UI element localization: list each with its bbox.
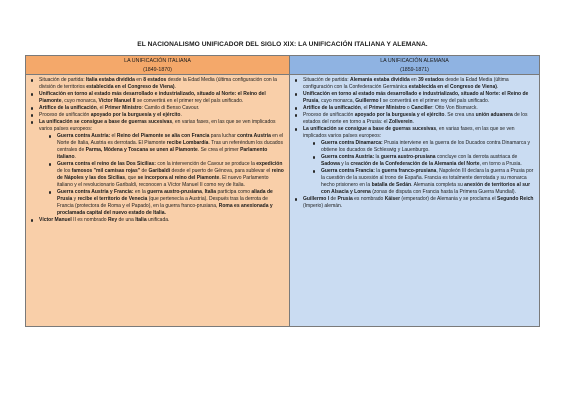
list-item: [290, 126, 535, 140]
list-item-text: , el: [96, 105, 105, 111]
list-item: [26, 91, 285, 105]
list-item-text: Guerra contra Dinamarca:: [321, 140, 383, 146]
list-item-text: Prusia: [337, 196, 353, 202]
list-item-text: apoyado por la burguesía y el ejército: [354, 112, 445, 118]
list-item-text: recibe Lombardía: [166, 140, 209, 146]
bullet-icon: [31, 114, 33, 116]
list-item-text: . Se crea el primer: [197, 147, 241, 153]
list-item-text: para luchar: [209, 133, 238, 139]
list-item: [290, 196, 535, 210]
list-item-text: en: [409, 77, 419, 83]
list-item-text: Artífice de la unificación: [303, 105, 361, 111]
list-item-text: contra Austria: [237, 133, 271, 139]
list-item-text: Guerra contra Austria:: [321, 154, 375, 160]
list-item-text: de una: [117, 217, 136, 223]
list-item-text: Garibaldi: [148, 168, 171, 174]
list-item-text: Canciller: [411, 105, 433, 111]
list-item-text: o: [405, 105, 412, 111]
list-item-text: participa como: [216, 189, 252, 195]
list-item-text: Guillermo I: [303, 196, 330, 202]
bullet-icon: [49, 163, 51, 165]
list-item-text: .: [174, 84, 176, 90]
list-item-text: desde la Edad Media (última configuración con la Confederación Germánica: [303, 77, 509, 90]
column-german-unification: [290, 56, 539, 326]
list-item-text: desde la Edad Media (última configuración con la división de territorios: [39, 77, 277, 90]
list-item-text: , en varias fases, en las que se ven implicados varios países europeos:: [39, 119, 276, 132]
bullet-icon: [31, 79, 33, 81]
list-item-text: Rey: [107, 217, 118, 223]
list-item-text: Prusia interviene en la guerra de los Ducados contra Dinamarca y obtiene los ducados de Schleswig y Lauenburgo.: [321, 140, 531, 153]
list-item-text: . Tras un referéndum los ducados centrales de: [57, 140, 283, 153]
list-item-text: Káiser: [384, 196, 401, 202]
list-item-text: 8 estados: [143, 77, 167, 83]
list-item-text: famosos "mil camisas rojas": [71, 168, 141, 174]
list-item-text: .: [496, 84, 499, 90]
list-item-text: establecida en el Congreso de Viena): [408, 84, 497, 90]
list-item-text: de: [140, 168, 149, 174]
list-item-text: .: [412, 119, 414, 125]
list-item: [290, 77, 535, 91]
comparison-table: [25, 55, 540, 327]
list-item-text: ,: [201, 189, 205, 195]
list-item-text: Situación de partida:: [303, 77, 350, 83]
list-item-text: reino de Nápoles y las dos Sicilias: [57, 168, 284, 181]
list-item: [26, 112, 285, 119]
list-item-text: (que pertenecía a Austria). Después tras la derrota de Francia (protectora de Roma y el Papado), en la guerra franco-prusiana,: [57, 196, 268, 209]
list-item-text: II es nombrado: [71, 217, 108, 223]
italian-bullet-list: [26, 75, 289, 224]
list-item-text: unión aduanera: [475, 112, 513, 118]
bullet-icon: [295, 107, 297, 109]
column-header-years: (1859-1871): [400, 66, 429, 73]
german-bullet-list: [290, 75, 539, 210]
list-item-text: Proceso de unificación: [303, 112, 355, 118]
list-item-text: con la intervención de Cavour se produce la: [155, 161, 257, 167]
list-item-text: en el Norte de Italia, Austria es derrotada. El Piamonte: [57, 133, 284, 146]
bullet-icon: [295, 128, 297, 130]
list-item-text: unificada.: [146, 217, 170, 223]
list-item: [26, 105, 285, 112]
list-item-text: se convertirá en el primer rey del país unificado.: [135, 98, 244, 104]
bullet-icon: [313, 142, 315, 144]
list-item-text: Unificación en torno al estado más desarrollado e industrializado, situado al Norte: el Reino de Prusia: [303, 91, 529, 104]
list-item-text: concluye con la derrota austriaca de: [435, 154, 518, 160]
list-item-text: la: [374, 168, 382, 174]
list-item-text: (Imperio) alemán.: [303, 203, 343, 209]
list-item-text: Guerra contra Austria y Francia:: [57, 189, 134, 195]
list-item-text: se incorpora al reino del Piamonte: [137, 175, 220, 181]
list-item-text: en: [134, 77, 144, 83]
list-item-text: Parlamento italiano: [57, 147, 268, 160]
list-item-text: Guerra contra el reino de las Dos Sicilias:: [57, 161, 156, 167]
list-item-text: , el: [360, 105, 369, 111]
list-item-text: apoyado por la burguesía y el ejército: [90, 112, 181, 118]
list-item-text: establecida en el Congreso de Viena): [86, 84, 175, 90]
column-header-title: LA UNIFICACIÓN ITALIANA: [124, 58, 191, 64]
bullet-icon: [31, 107, 33, 109]
list-item-text: Artífice de la unificación: [39, 105, 97, 111]
list-item-text: , Napoleón III declara la guerra a Prusia por la cuestión de la sucesión al trono de España. Francia es totalmente derrotada y su monarca hecho prisionero en la: [321, 168, 534, 188]
list-item-text: se convertirá en el primer rey del país unificado.: [381, 98, 490, 104]
list-item-text: , en torno a Prusia.: [479, 161, 522, 167]
bullet-icon: [295, 79, 297, 81]
bullet-icon: [295, 198, 297, 200]
bullet-icon: [31, 93, 33, 95]
list-item-text: Roma es anexionada y proclamada capital del nuevo estado de Italia.: [57, 203, 273, 216]
list-item-text: .: [180, 112, 182, 118]
list-item-text: Reino del Piamonte se alía con Francia: [116, 133, 210, 139]
bullet-icon: [313, 170, 315, 172]
list-item: [290, 91, 535, 105]
list-item-text: , cuyo monarca,: [61, 98, 99, 104]
list-item-text: guerra austro-prusiana: [147, 189, 202, 195]
list-item-text: (emperador) de Alemania y se proclama el: [400, 196, 498, 202]
sub-list-item: [290, 154, 535, 168]
column-header-italian: [26, 56, 289, 75]
list-item-text: Proceso de unificación: [39, 112, 91, 118]
list-item-text: Guerra contra Austria:: [57, 133, 111, 139]
list-item-text: . Alemania completa su: [411, 182, 465, 188]
column-header-years: (1849-1870): [143, 66, 172, 73]
list-item-text: . Se crea una: [444, 112, 476, 118]
column-header-german: [290, 56, 539, 75]
list-item-text: guerra austro-prusiana: [380, 154, 436, 160]
list-item: [290, 105, 535, 112]
list-item-text: de los estados del norte en torno a Prusia: el: [303, 112, 528, 125]
list-item-text: Guerra contra Francia:: [321, 168, 375, 174]
list-item-text: , que: [125, 175, 138, 181]
list-item-text: en la: [133, 189, 148, 195]
list-item-text: desde el puerto de Génova, para sublevar el: [170, 168, 272, 174]
list-item: [26, 77, 285, 91]
list-item-text: de: [329, 196, 338, 202]
list-item-text: Unificación en torno al estado más desarrollado e industrializado, situado al Norte: el Reino del Piamonte: [39, 91, 266, 104]
list-item: [290, 112, 535, 126]
list-item-text: (zonas de disputa con Francia hasta la Primera Guerra Mundial).: [370, 189, 516, 195]
list-item-text: , cuyo monarca,: [318, 98, 356, 104]
bullet-icon: [49, 191, 51, 193]
list-item-text: Víctor Manuel: [39, 217, 72, 223]
bullet-icon: [31, 121, 33, 123]
list-item-text: : Otto Von Bismarck.: [432, 105, 478, 111]
list-item-text: y: [72, 196, 78, 202]
bullet-icon: [313, 156, 315, 158]
list-item-text: guerra franco-prusiana: [381, 168, 437, 174]
sub-list-item: [26, 189, 285, 217]
list-item-text: Alemania estaba dividida: [349, 77, 410, 83]
list-item-text: Zollverein: [388, 119, 413, 125]
list-item-text: es nombrado: [352, 196, 385, 202]
list-item-text: . El nuevo Parlamento italiano y el revolucionario Garibaldi, reconocen a Víctor Manuel II como rey de Italia.: [57, 175, 269, 188]
list-item-text: Italia estaba dividida: [85, 77, 135, 83]
list-item-text: .: [74, 154, 76, 160]
list-item: [26, 217, 285, 224]
list-item-text: anexión de territorios al sur con Alsacia y Lorena: [321, 182, 531, 195]
column-header-title: LA UNIFICACIÓN ALEMANA: [380, 58, 449, 64]
list-item-text: creación de la Confederación de la Alemania del Norte: [350, 161, 480, 167]
list-item-text: La unificación se consigue a base de guerras sucesivas: [303, 126, 437, 132]
list-item-text: , en varias fases, en las que se ven implicados varios países europeos:: [303, 126, 515, 139]
list-item-text: y la: [339, 161, 351, 167]
sub-list-item: [26, 161, 285, 189]
list-item-text: Segundo Reich: [497, 196, 534, 202]
sub-list-item: [290, 140, 535, 154]
list-item-text: Primer Ministro: [368, 105, 406, 111]
list-item-text: Italia: [135, 217, 147, 223]
list-item-text: expedición: [256, 161, 283, 167]
list-item: [26, 119, 285, 133]
list-item-text: Víctor Manuel II: [98, 98, 136, 104]
list-item-text: La unificación se consigue a base de guerras sucesivas: [39, 119, 173, 125]
sub-list-item: [26, 133, 285, 161]
bullet-icon: [49, 135, 51, 137]
column-italian-unification: [26, 56, 290, 326]
list-item-text: aliada de Prusia: [57, 189, 273, 202]
list-item-text: Primer Ministro: [104, 105, 142, 111]
bullet-icon: [295, 114, 297, 116]
list-item-text: batalla de Sedán: [371, 182, 412, 188]
list-item-text: recibe el territorio de Venecia: [77, 196, 148, 202]
list-item-text: : Camilo di Benso Cavour.: [141, 105, 200, 111]
bullet-icon: [295, 93, 297, 95]
list-item-text: 39 estados: [418, 77, 444, 83]
document-title: EL NACIONALISMO UNIFICADOR DEL SIGLO XIX: LA UNIFICACIÓN ITALIANA Y ALEMANA.: [137, 41, 428, 48]
list-item-text: el: [110, 133, 117, 139]
bullet-icon: [31, 219, 33, 221]
list-item-text: la: [374, 154, 381, 160]
list-item-text: Italia: [204, 189, 217, 195]
list-item-text: Guillermo I: [355, 98, 382, 104]
list-item-text: Parma, Módena y Toscana se unen al Piamonte: [85, 147, 198, 153]
list-item-text: Situación de partida:: [39, 77, 86, 83]
list-item-text: de los: [57, 168, 72, 174]
sub-list-item: [290, 168, 535, 196]
list-item-text: Sadowa: [321, 161, 340, 167]
